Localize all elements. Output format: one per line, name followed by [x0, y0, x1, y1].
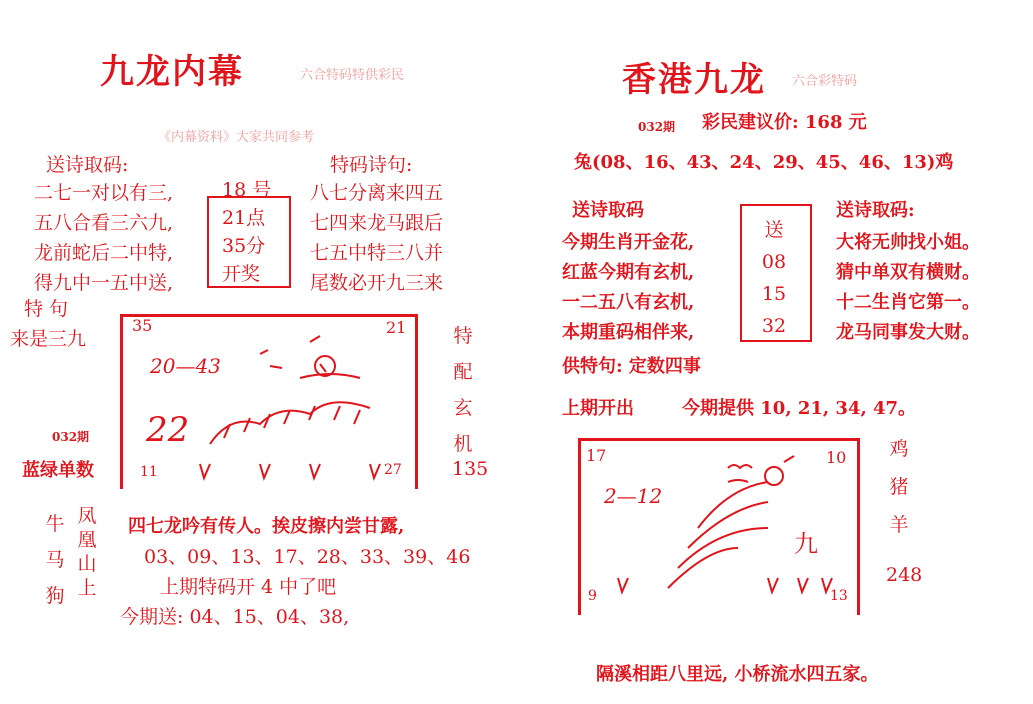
animal-char: 狗 — [45, 585, 65, 607]
animal-column — [42, 506, 68, 614]
left-this-issue: 今期送: 04、15、04、38, — [120, 606, 350, 628]
special-poem-label: 特码诗句: — [330, 154, 413, 176]
side-char: 特 — [453, 325, 473, 347]
side-char: 机 — [453, 433, 473, 455]
box-number: 08 — [761, 251, 787, 273]
price-label: 彩民建议价: 168 元 — [702, 112, 867, 133]
poem-line: 二七一对以有三, — [34, 182, 174, 204]
right-issue: 032期 — [638, 120, 676, 134]
poem-line: 得九中一五中送, — [34, 272, 174, 294]
special-sentence: 来是三九 — [10, 328, 87, 350]
right-side-column — [886, 430, 912, 544]
right-send-poem-left: 送诗取码 — [572, 200, 644, 221]
side-char: 鸡 — [889, 438, 909, 460]
phoenix-char: 凰 — [77, 529, 97, 551]
phoenix-char: 上 — [77, 577, 97, 599]
special-line: 七四来龙马跟后 — [310, 212, 444, 234]
right-number-box-text — [740, 214, 808, 342]
right-poem-left — [562, 228, 694, 348]
draw-label: 开奖 — [222, 263, 261, 285]
figure-mid-text: 2—12 — [604, 484, 663, 508]
right-sketch-drawing — [578, 438, 858, 612]
left-subtitle-2: 《内幕资料》大家共同参考 — [158, 130, 315, 145]
zodiac-line: 兔(08、16、43、24、29、45、46、13)鸡 — [574, 152, 954, 173]
side-char: 配 — [453, 361, 473, 383]
poem-line: 今期生肖开金花, — [562, 232, 695, 253]
figure-number-bl: 9 — [588, 588, 597, 604]
poem-line: 龙前蛇后二中特, — [34, 242, 174, 264]
figure-jiu-char: 九 — [794, 530, 818, 558]
special-line: 尾数必开九三来 — [310, 272, 444, 294]
figure-big-number: 22 — [146, 410, 190, 450]
right-send-poem-right: 送诗取码: — [836, 200, 915, 221]
right-offer: 今期提供 10, 21, 34, 47。 — [682, 398, 917, 419]
poem-line: 一二五八有玄机, — [562, 292, 695, 313]
draw-number: 18 号 — [222, 179, 272, 201]
poem-line: 大将无帅找小姐。 — [836, 232, 980, 253]
figure-number-br: 13 — [830, 588, 848, 604]
draw-time-text — [222, 176, 271, 288]
left-verse: 四七龙吟有传人。挨皮擦内尝甘露, — [128, 516, 405, 537]
phoenix-column — [74, 504, 100, 600]
figure-number-bl: 11 — [140, 464, 158, 480]
draw-minute: 35分 — [222, 235, 266, 257]
side-char: 玄 — [453, 397, 473, 419]
right-title: 香港九龙 — [622, 60, 766, 100]
phoenix-char: 凤 — [77, 505, 97, 527]
poem-line: 猜中单双有横财。 — [836, 262, 980, 283]
left-side-number: 135 — [452, 458, 489, 480]
special-sentence-label: 特 句 — [24, 298, 69, 320]
right-side-number: 248 — [886, 564, 923, 586]
box-label: 送 — [764, 219, 784, 241]
side-char: 猪 — [889, 476, 909, 498]
side-char: 羊 — [889, 514, 909, 536]
right-poem-right — [836, 228, 980, 348]
figure-number-tl: 17 — [586, 446, 607, 465]
animal-char: 牛 — [45, 513, 65, 535]
blue-green-label: 蓝绿单数 — [22, 460, 94, 481]
animal-char: 马 — [45, 549, 65, 571]
poem-line: 龙马同事发大财。 — [836, 322, 980, 343]
left-last-issue: 上期特码开 4 中了吧 — [160, 576, 337, 598]
left-issue: 032期 — [52, 430, 90, 444]
figure-number-br: 27 — [384, 462, 402, 478]
poem-line: 十二生肖它第一。 — [836, 292, 980, 313]
special-line: 八七分离来四五 — [310, 182, 444, 204]
poem-line: 红蓝今期有玄机, — [562, 262, 695, 283]
poem-line: 五八合看三六九, — [34, 212, 174, 234]
right-special-sentence: 供特句: 定数四事 — [562, 356, 701, 377]
figure-number-tl: 35 — [132, 316, 153, 335]
left-title: 九龙内幕 — [100, 52, 244, 92]
left-subtitle: 六合特码特供彩民 — [300, 68, 405, 83]
left-side-column — [450, 318, 476, 462]
draw-hour: 21点 — [222, 207, 266, 229]
box-number: 32 — [761, 315, 787, 337]
figure-number-tr: 21 — [386, 318, 407, 337]
poem-block — [34, 178, 173, 298]
right-last-open: 上期开出 — [562, 398, 634, 419]
special-block — [310, 178, 443, 298]
left-numbers: 03、09、13、17、28、33、39、46 — [144, 546, 471, 568]
right-footer: 隔溪相距八里远, 小桥流水四五家。 — [596, 664, 879, 685]
figure-number-tr: 10 — [826, 448, 847, 467]
poem-line: 本期重码相伴来, — [562, 322, 695, 343]
send-poem-label: 送诗取码: — [46, 154, 129, 176]
left-sketch-drawing — [120, 314, 415, 486]
figure-mid-text: 20—43 — [150, 354, 221, 378]
box-number: 15 — [761, 283, 787, 305]
phoenix-char: 山 — [77, 553, 97, 575]
right-title-suffix: 六合彩特码 — [792, 74, 858, 89]
special-line: 七五中特三八并 — [310, 242, 444, 264]
